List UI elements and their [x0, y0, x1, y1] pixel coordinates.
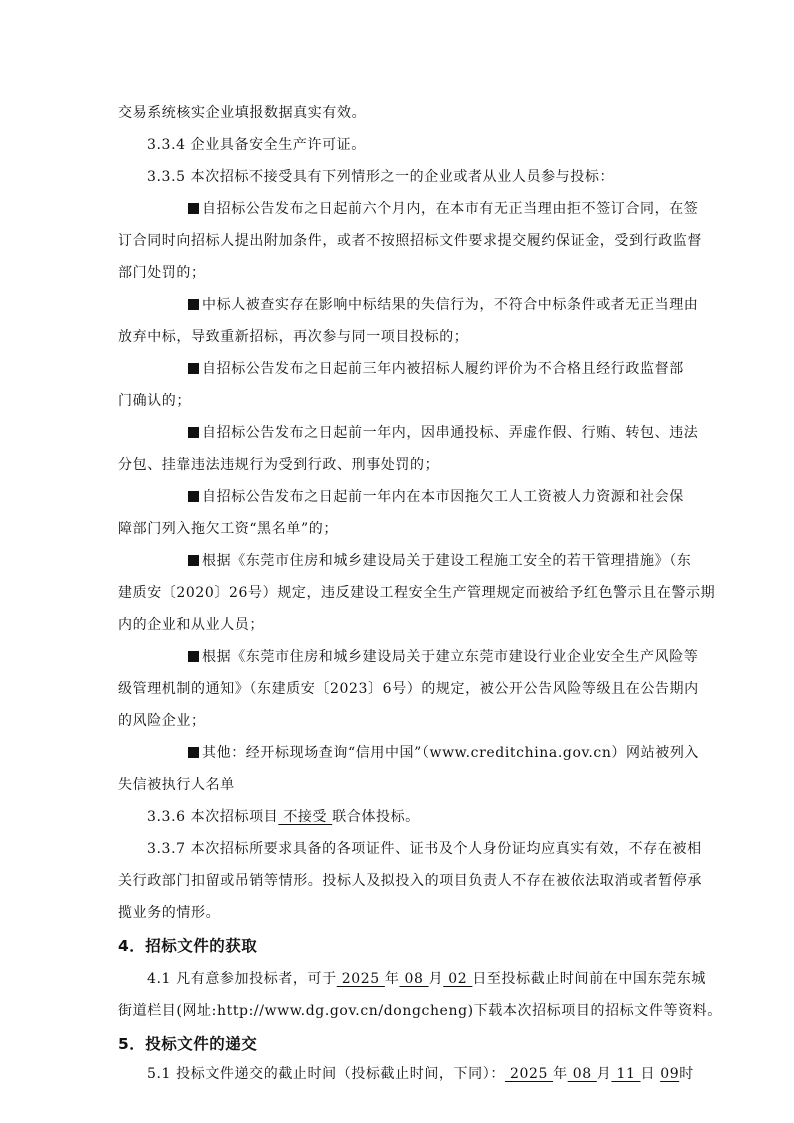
unit-text: 时 — [679, 1066, 694, 1082]
deadline-hour-value: 09 — [660, 1066, 680, 1082]
bullet-item-3 — [188, 359, 748, 379]
start-day-value: 02 — [443, 971, 473, 987]
clause-3-3-4: 3.3.4 企业具备安全生产许可证。 — [147, 137, 366, 153]
paragraph-line: 障部门列入拖欠工资“黑名单”的； — [118, 521, 338, 537]
bullet-square-icon — [188, 363, 199, 374]
unit-text: 年 — [384, 971, 400, 987]
start-year-value: 2025 — [336, 971, 385, 987]
start-month-value: 08 — [399, 971, 429, 987]
bullet-item-4 — [188, 423, 748, 443]
bullet-item-5 — [188, 487, 748, 507]
paragraph-line: 订合同时向招标人提出附加条件，或者不按照招标文件要求提交履约保证金，受到行政监督 — [118, 233, 702, 249]
deadline-year-value: 2025 — [504, 1066, 554, 1082]
unit-text: 月 — [428, 971, 444, 987]
bullet-text: 自招标公告发布之日起前一年内，因串通投标、弄虚作假、行贿、转包、违法 — [202, 425, 699, 441]
clause-3-3-7: 3.3.7 本次招标所要求具备的各项证件、证书及个人身份证均应真实有效，不存在被相 — [147, 841, 702, 857]
deadline-month-value: 08 — [567, 1066, 597, 1082]
bullet-item-6 — [188, 551, 748, 571]
clause-3-3-6 — [147, 807, 707, 827]
bullet-square-icon — [188, 203, 199, 214]
bullet-text: 自招标公告发布之日起前一年内在本市因拖欠工人工资被人力资源和社会保 — [202, 489, 684, 505]
clause-text: 日至投标截止时间前在中国东莞东城 — [472, 971, 706, 987]
bullet-item-1 — [188, 199, 748, 219]
bullet-text: 根据《东莞市住房和城乡建设局关于建立东莞市建设行业企业安全生产风险等 — [202, 649, 699, 665]
paragraph-line: 级管理机制的通知》（东建质安〔2023〕6号）的规定，被公开公告风险等级且在公告期内 — [118, 681, 699, 697]
consortium-acceptance-value: 不接受 — [278, 809, 333, 825]
bullet-square-icon — [188, 299, 199, 310]
bullet-square-icon — [188, 427, 199, 438]
bullet-item-2 — [188, 295, 748, 315]
bullet-square-icon — [188, 651, 199, 662]
clause-text: 联合体投标。 — [332, 809, 420, 825]
clause-3-3-5: 3.3.5 本次招标不接受具有下列情形之一的企业或者从业人员参与投标： — [147, 169, 615, 185]
bullet-text: 中标人被查实存在影响中标结果的失信行为，不符合中标条件或者无正当理由 — [202, 297, 699, 313]
clause-text: 5.1 投标文件递交的截止时间（投标截止时间，下同）： — [147, 1066, 505, 1082]
section-4-heading: 4．招标文件的获取 — [118, 937, 258, 955]
deadline-day-value: 11 — [611, 1066, 641, 1082]
paragraph-line: 放弃中标，导致重新招标，再次参与同一项目投标的； — [118, 329, 469, 345]
bullet-text: 其他：经开标现场查询“信用中国”（www.creditchina.gov.cn）网站被列入 — [202, 745, 700, 761]
bullet-text: 自招标公告发布之日起前三年内被招标人履约评价为不合格且经行政监督部 — [202, 361, 684, 377]
section-5-heading: 5．投标文件的递交 — [118, 1035, 258, 1053]
clause-5-1 — [147, 1064, 707, 1084]
bullet-item-8 — [188, 743, 748, 763]
paragraph-line: 建质安〔2020〕26号）规定，违反建设工程安全生产管理规定而被给予红色警示且在警示期 — [118, 585, 716, 601]
bullet-square-icon — [188, 491, 199, 502]
paragraph-line: 分包、挂靠违法违规行为受到行政、刑事处罚的； — [118, 457, 440, 473]
paragraph-line: 的风险企业； — [118, 713, 206, 729]
bullet-text: 自招标公告发布之日起前六个月内，在本市有无正当理由拒不签订合同，在签 — [202, 201, 699, 217]
paragraph-line: 部门处罚的； — [118, 265, 206, 281]
clause-4-1 — [147, 969, 707, 989]
paragraph-line: 交易系统核实企业填报数据真实有效。 — [118, 105, 367, 121]
unit-text: 年 — [553, 1066, 568, 1082]
bullet-item-7 — [188, 647, 748, 667]
bullet-square-icon — [188, 555, 199, 566]
clause-text: 3.3.6 本次招标项目 — [147, 809, 279, 825]
bullet-square-icon — [188, 747, 199, 758]
unit-text: 日 — [640, 1066, 661, 1082]
clause-text: 4.1 凡有意参加投标者，可于 — [147, 971, 337, 987]
paragraph-line: 门确认的； — [118, 393, 191, 409]
paragraph-line: 街道栏目(网址:http://www.dg.gov.cn/dongcheng)下载本次招标项目的招标文件等资料。 — [118, 1003, 722, 1019]
paragraph-line: 内的企业和从业人员； — [118, 617, 264, 633]
paragraph-line: 关行政部门扣留或吊销等情形。投标人及拟投入的项目负责人不存在被依法取消或者暂停承 — [118, 873, 702, 889]
paragraph-line: 失信被执行人名单 — [118, 777, 235, 793]
bullet-text: 根据《东莞市住房和城乡建设局关于建设工程施工安全的若干管理措施》（东 — [202, 553, 692, 569]
unit-text: 月 — [596, 1066, 612, 1082]
paragraph-line: 揽业务的情形。 — [118, 905, 221, 921]
